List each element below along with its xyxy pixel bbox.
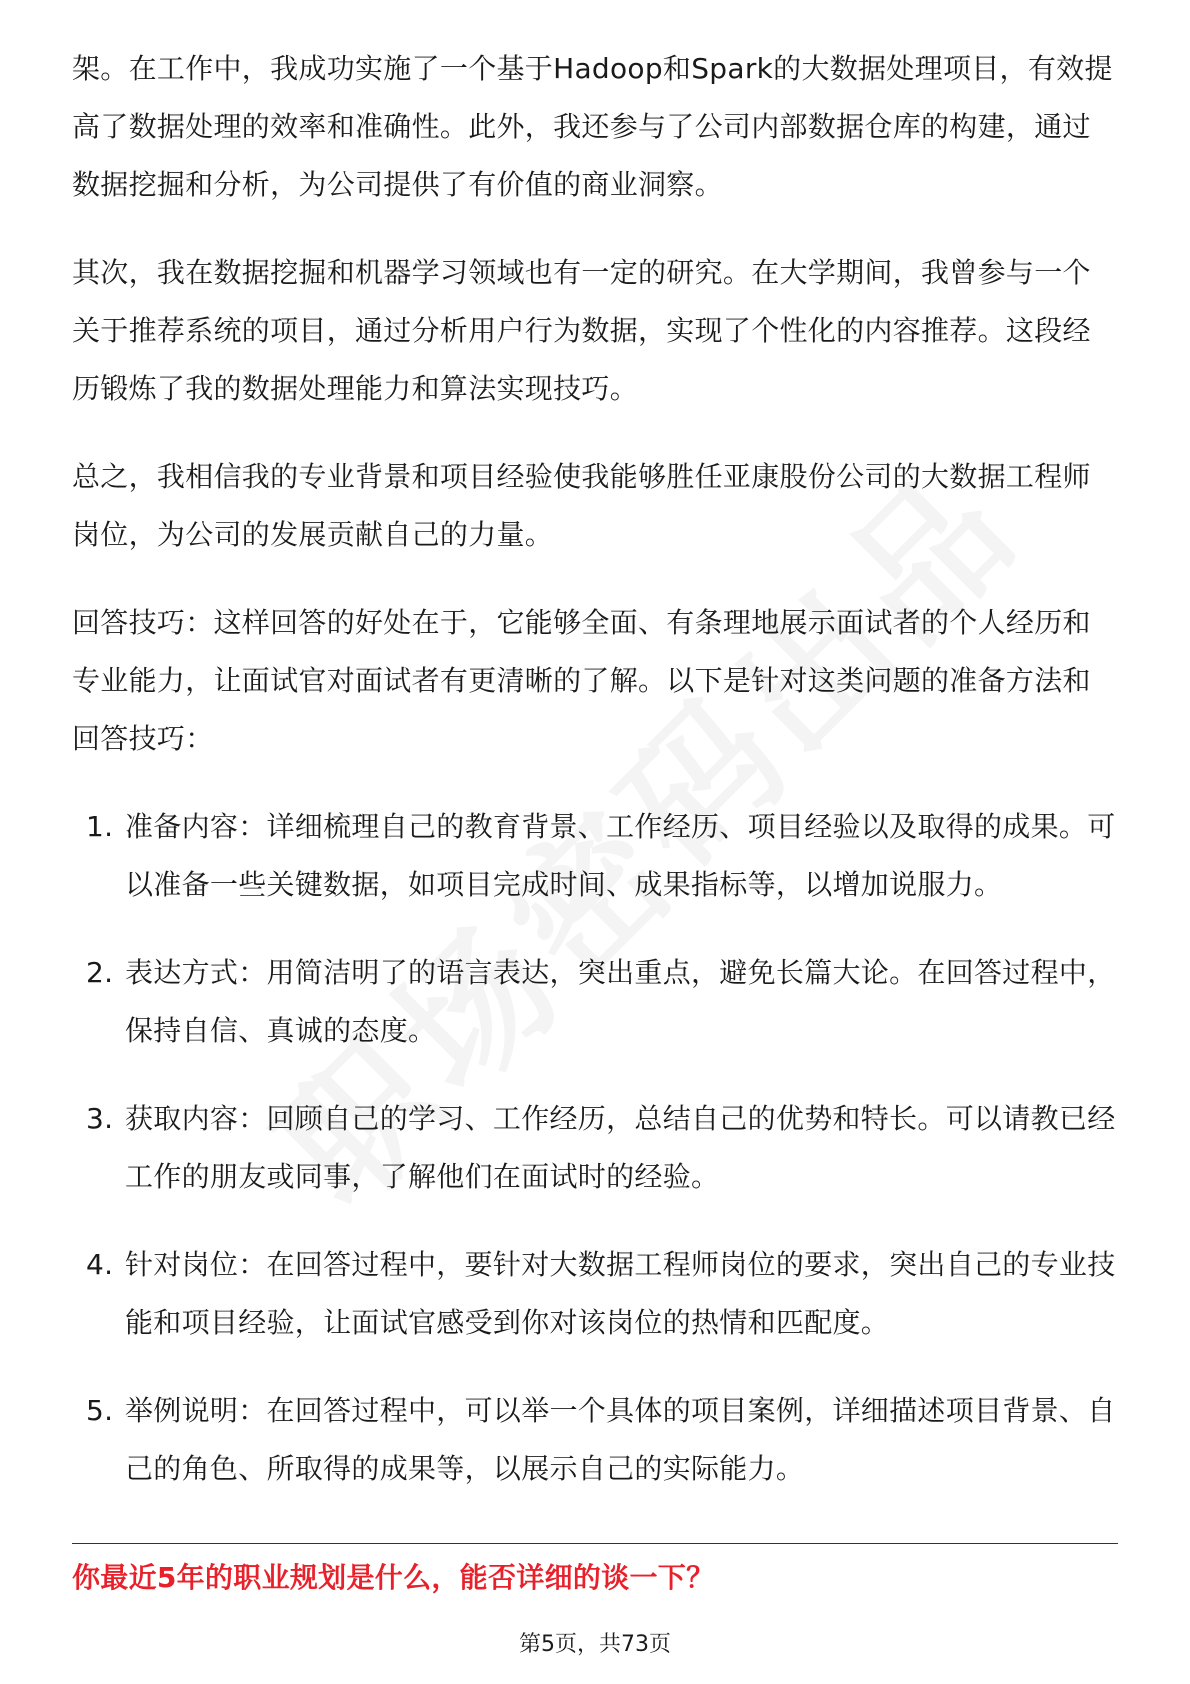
tips-list — [72, 798, 1118, 1498]
page-number: 第5页，共73页 — [519, 1632, 671, 1657]
list-number: 3. — [86, 1102, 114, 1135]
section-divider — [72, 1543, 1118, 1544]
list-item-text: 举例说明：在回答过程中，可以举一个具体的项目案例，详细描述项目背景、自己的角色、所取得的成果等，以展示自己的实际能力。 — [125, 1394, 1116, 1485]
list-number: 2. — [86, 956, 114, 989]
list-item-text: 获取内容：回顾自己的学习、工作经历，总结自己的优势和特长。可以请教已经工作的朋友或同事，了解他们在面试时的经验。 — [125, 1102, 1116, 1193]
list-item — [72, 798, 1118, 914]
next-question-heading: 你最近5年的职业规划是什么，能否详细的谈一下？ — [72, 1561, 715, 1594]
paragraph: 回答技巧：这样回答的好处在于，它能够全面、有条理地展示面试者的个人经历和专业能力，让面试官对面试者有更清晰的了解。以下是针对这类问题的准备方法和回答技巧： — [72, 606, 1091, 755]
paragraph: 总之，我相信我的专业背景和项目经验使我能够胜任亚康股份公司的大数据工程师岗位，为公司的发展贡献自己的力量。 — [72, 460, 1091, 551]
list-number: 1. — [86, 810, 114, 843]
document-body — [72, 40, 1118, 1528]
list-item — [72, 1090, 1118, 1206]
list-item-text: 针对岗位：在回答过程中，要针对大数据工程师岗位的要求，突出自己的专业技能和项目经验，让面试官感受到你对该岗位的热情和匹配度。 — [125, 1248, 1116, 1339]
paragraph: 架。在工作中，我成功实施了一个基于Hadoop和Spark的大数据处理项目，有效提高了数据处理的效率和准确性。此外，我还参与了公司内部数据仓库的构建，通过数据挖掘和分析，为公司提供了有价值的商业洞察。 — [72, 52, 1113, 201]
list-item — [72, 944, 1118, 1060]
list-item-text: 准备内容：详细梳理自己的教育背景、工作经历、项目经验以及取得的成果。可以准备一些关键数据，如项目完成时间、成果指标等，以增加说服力。 — [125, 810, 1116, 901]
list-item — [72, 1382, 1118, 1498]
list-number: 5. — [86, 1394, 114, 1427]
list-item — [72, 1236, 1118, 1352]
list-number: 4. — [86, 1248, 114, 1281]
paragraph: 其次，我在数据挖掘和机器学习领域也有一定的研究。在大学期间，我曾参与一个关于推荐系统的项目，通过分析用户行为数据，实现了个性化的内容推荐。这段经历锻炼了我的数据处理能力和算法实现技巧。 — [72, 256, 1091, 405]
list-item-text: 表达方式：用简洁明了的语言表达，突出重点，避免长篇大论。在回答过程中，保持自信、真诚的态度。 — [125, 956, 1116, 1047]
